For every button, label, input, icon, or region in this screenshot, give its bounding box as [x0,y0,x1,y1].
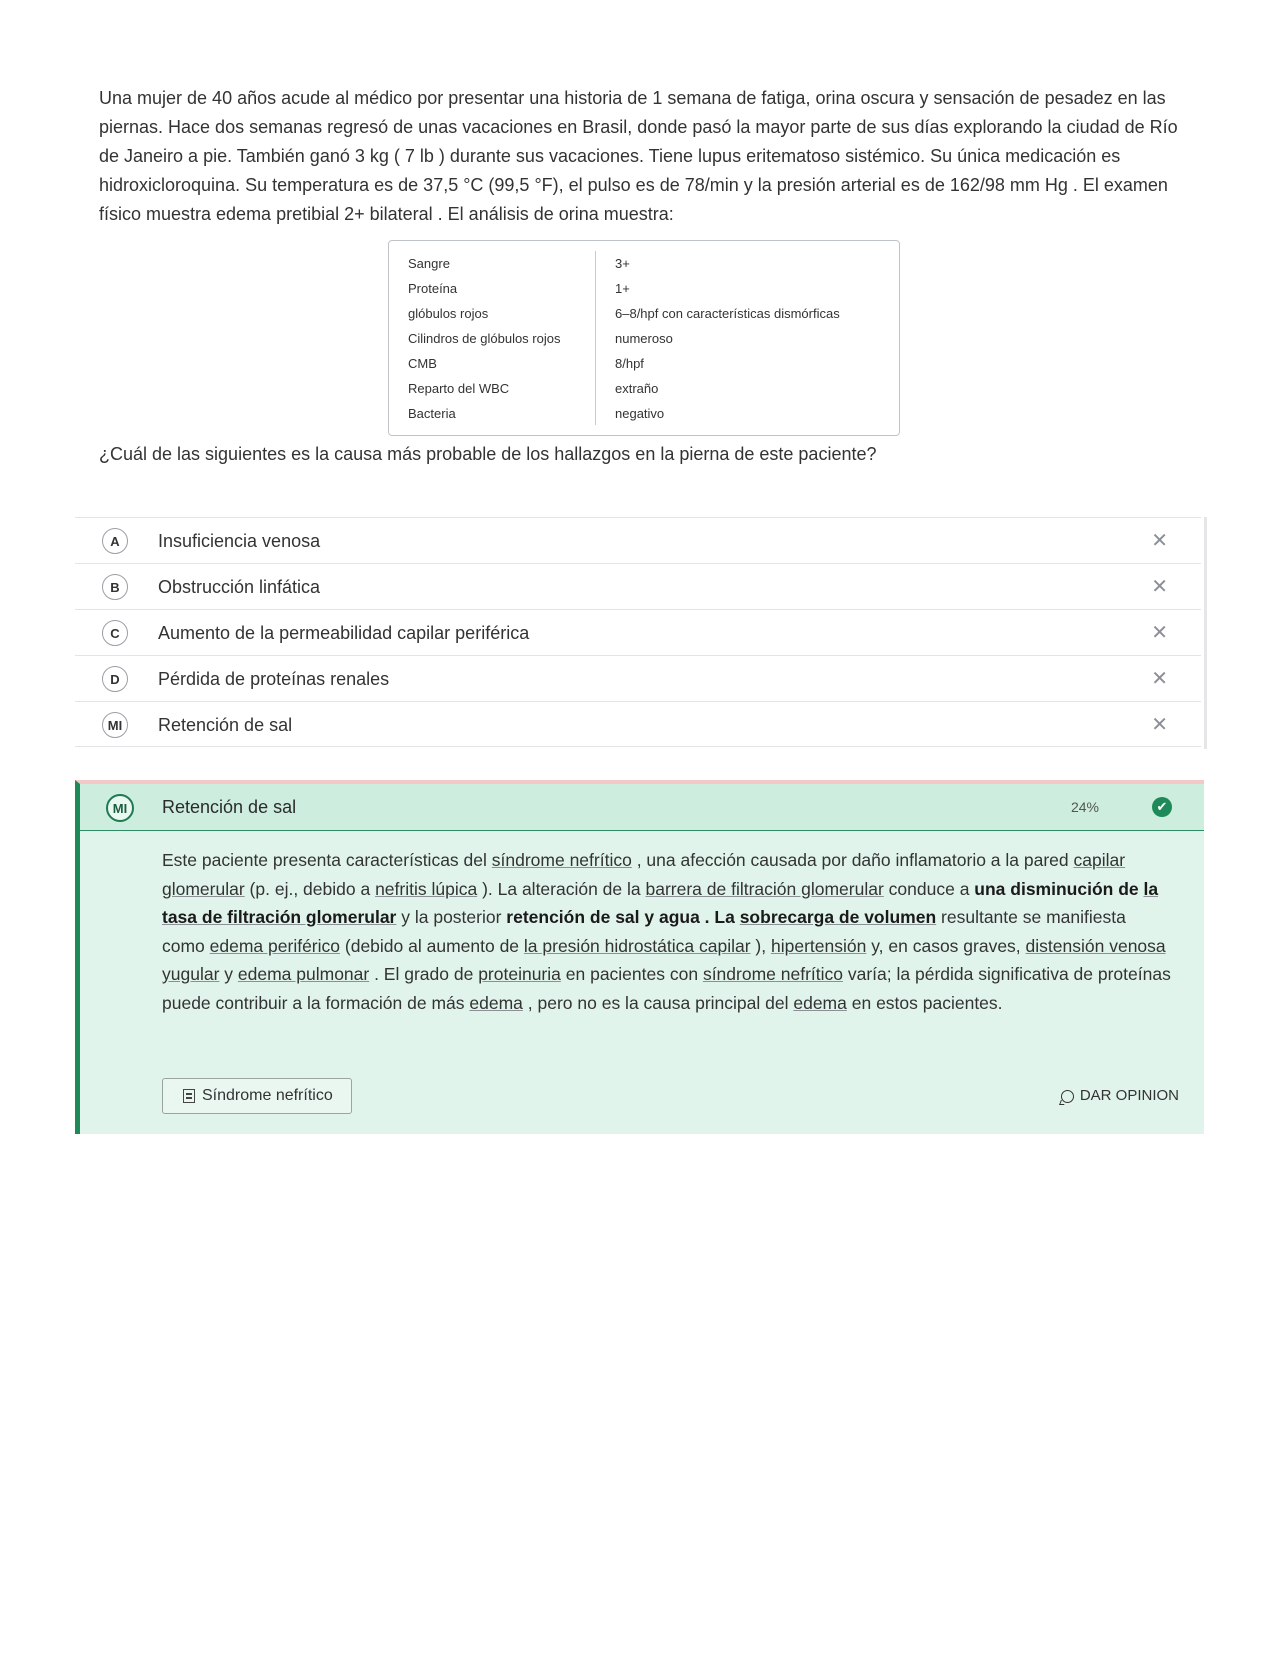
glossary-link[interactable]: distensión venosa yugular [162,935,1166,984]
explanation-segment: en pacientes con [560,964,703,984]
glossary-link[interactable]: síndrome nefrítico [702,964,843,984]
lab-row [408,277,889,301]
answer-option[interactable] [75,563,1201,609]
glossary-link[interactable]: síndrome nefrítico [491,850,632,870]
glossary-link[interactable]: barrera de filtración glomerular [645,878,884,899]
lab-row [408,302,889,326]
glossary-link[interactable]: proteinuria [478,964,561,984]
lab-row [408,402,889,426]
answer-option[interactable] [75,609,1201,655]
explanation-segment: en estos pacientes. [846,992,1003,1013]
lab-value: negativo [615,406,665,421]
explanation-segment: conduce a [883,878,975,899]
strike-out-icon[interactable]: ✕ [1151,530,1168,552]
answer-text: Aumento de la permeabilidad capilar periférica [158,623,530,643]
lab-label: Bacteria [408,406,456,421]
correct-answer-text: Retención de sal [162,797,297,817]
check-circle-icon: ✔ [1152,797,1172,817]
explanation-segment: y [219,964,238,984]
strike-out-icon[interactable]: ✕ [1151,576,1168,598]
explanation-segment: , pero no es la causa principal del [522,992,794,1013]
answer-text: Pérdida de proteínas renales [158,669,390,689]
glossary-link[interactable]: sobrecarga de volumen [739,907,937,927]
answer-option[interactable] [75,701,1201,747]
percent-correct: 24% [1070,799,1099,815]
glossary-link[interactable]: capilar glomerular [162,850,1126,899]
lab-value: 6–8/hpf con características dismórficas [615,306,840,321]
lab-value: extraño [615,381,659,396]
answer-text: Obstrucción linfática [158,577,321,597]
emphasis-text: retención de sal y agua . La [506,907,740,927]
question-prompt: ¿Cuál de las siguientes es la causa más probable de los hallazgos en la pierna de este paciente? [99,444,877,464]
answer-choices [75,517,1207,749]
answer-letter-badge: C [102,620,128,646]
feedback-button[interactable] [1061,1078,1179,1114]
lab-label: Reparto del WBC [408,381,510,396]
lab-label: Proteína [408,281,458,296]
explanation-segment: y la posterior [396,907,507,927]
explanation-segment: resultante se manifiesta como [162,907,1126,956]
lab-row [408,352,889,376]
answer-letter-badge: MI [102,712,128,738]
answer-letter-badge: A [102,528,128,554]
answer-option[interactable] [75,517,1201,563]
explanation-segment: . El grado de [369,964,479,984]
emphasis-text: una disminución de [974,878,1144,899]
answer-text: Insuficiencia venosa [158,531,321,551]
answer-text: Retención de sal [158,715,293,735]
urinalysis-table [388,240,900,436]
explanation-segment: (debido al aumento de [340,935,524,956]
explanation-segment: , una afección causada por daño inflamatorio a la pared [631,850,1074,870]
lab-row [408,252,889,276]
glossary-link[interactable]: edema pulmonar [237,964,370,984]
glossary-link[interactable]: la presión hidrostática capilar [523,935,751,956]
feedback-label: DAR OPINION [1079,1087,1179,1104]
glossary-link[interactable]: edema [469,992,523,1013]
lab-value: 3+ [615,256,630,271]
glossary-link[interactable]: edema [793,992,847,1013]
glossary-link[interactable]: la tasa de filtración glomerular [162,878,1159,927]
glossary-link[interactable]: edema periférico [209,935,341,956]
topic-link-label: Síndrome nefrítico [202,1087,333,1104]
answer-option[interactable] [75,655,1201,701]
lab-row [408,327,889,351]
lab-label: CMB [408,356,437,371]
strike-out-icon[interactable]: ✕ [1151,668,1168,690]
lab-label: Cilindros de glóbulos rojos [408,331,561,346]
lab-label: Sangre [408,256,450,271]
strike-out-icon[interactable]: ✕ [1151,714,1168,736]
explanation-segment: varía; la pérdida significativa de proteínas puede contribuir a la formación de más [162,964,1171,1013]
answer-letter-badge: B [102,574,128,600]
explanation-text [162,846,1172,1017]
lab-label: glóbulos rojos [408,306,489,321]
question-stem: Una mujer de 40 años acude al médico por presentar una historia de 1 semana de fatiga, orina oscura y sensación de pesadez en las piernas. Hace dos semanas regresó de unas vacaciones en Brasil, donde pasó la mayor parte de sus días explorando la ciudad de Río de Janeiro a pie. También ganó 3 kg ( 7 lb ) durante sus vacaciones. Tiene lupus eritematoso sistémico. Su única medicación es hidroxicloroquina. Su temperatura es de 37,5 °C (99,5 °F), el pulso es de 78/min y la presión arterial es de 162/98 mm Hg . El examen físico muestra edema pretibial 2+ bilateral . El análisis de orina muestra: [99,88,1178,224]
glossary-link[interactable]: hipertensión [770,935,867,956]
glossary-link[interactable]: nefritis lúpica [375,878,478,899]
topic-link-button[interactable] [162,1078,352,1114]
explanation-segment: y, en casos graves, [866,935,1026,956]
answer-letter-badge: D [102,666,128,692]
lab-value: 8/hpf [615,356,644,371]
answer-letter-badge: MI [106,794,134,822]
explanation-segment: ). La alteración de la [477,878,646,899]
document-icon [183,1089,195,1103]
comment-icon [1061,1090,1074,1103]
explanation-segment: (p. ej., debido a [244,878,376,899]
strike-out-icon[interactable]: ✕ [1151,622,1168,644]
explanation-panel [75,780,1204,1134]
explanation-header[interactable] [80,784,1204,831]
lab-value: numeroso [615,331,673,346]
explanation-segment: Este paciente presenta características del [162,850,492,870]
lab-value: 1+ [615,281,630,296]
explanation-segment: ), [750,935,771,956]
lab-row [408,377,889,401]
